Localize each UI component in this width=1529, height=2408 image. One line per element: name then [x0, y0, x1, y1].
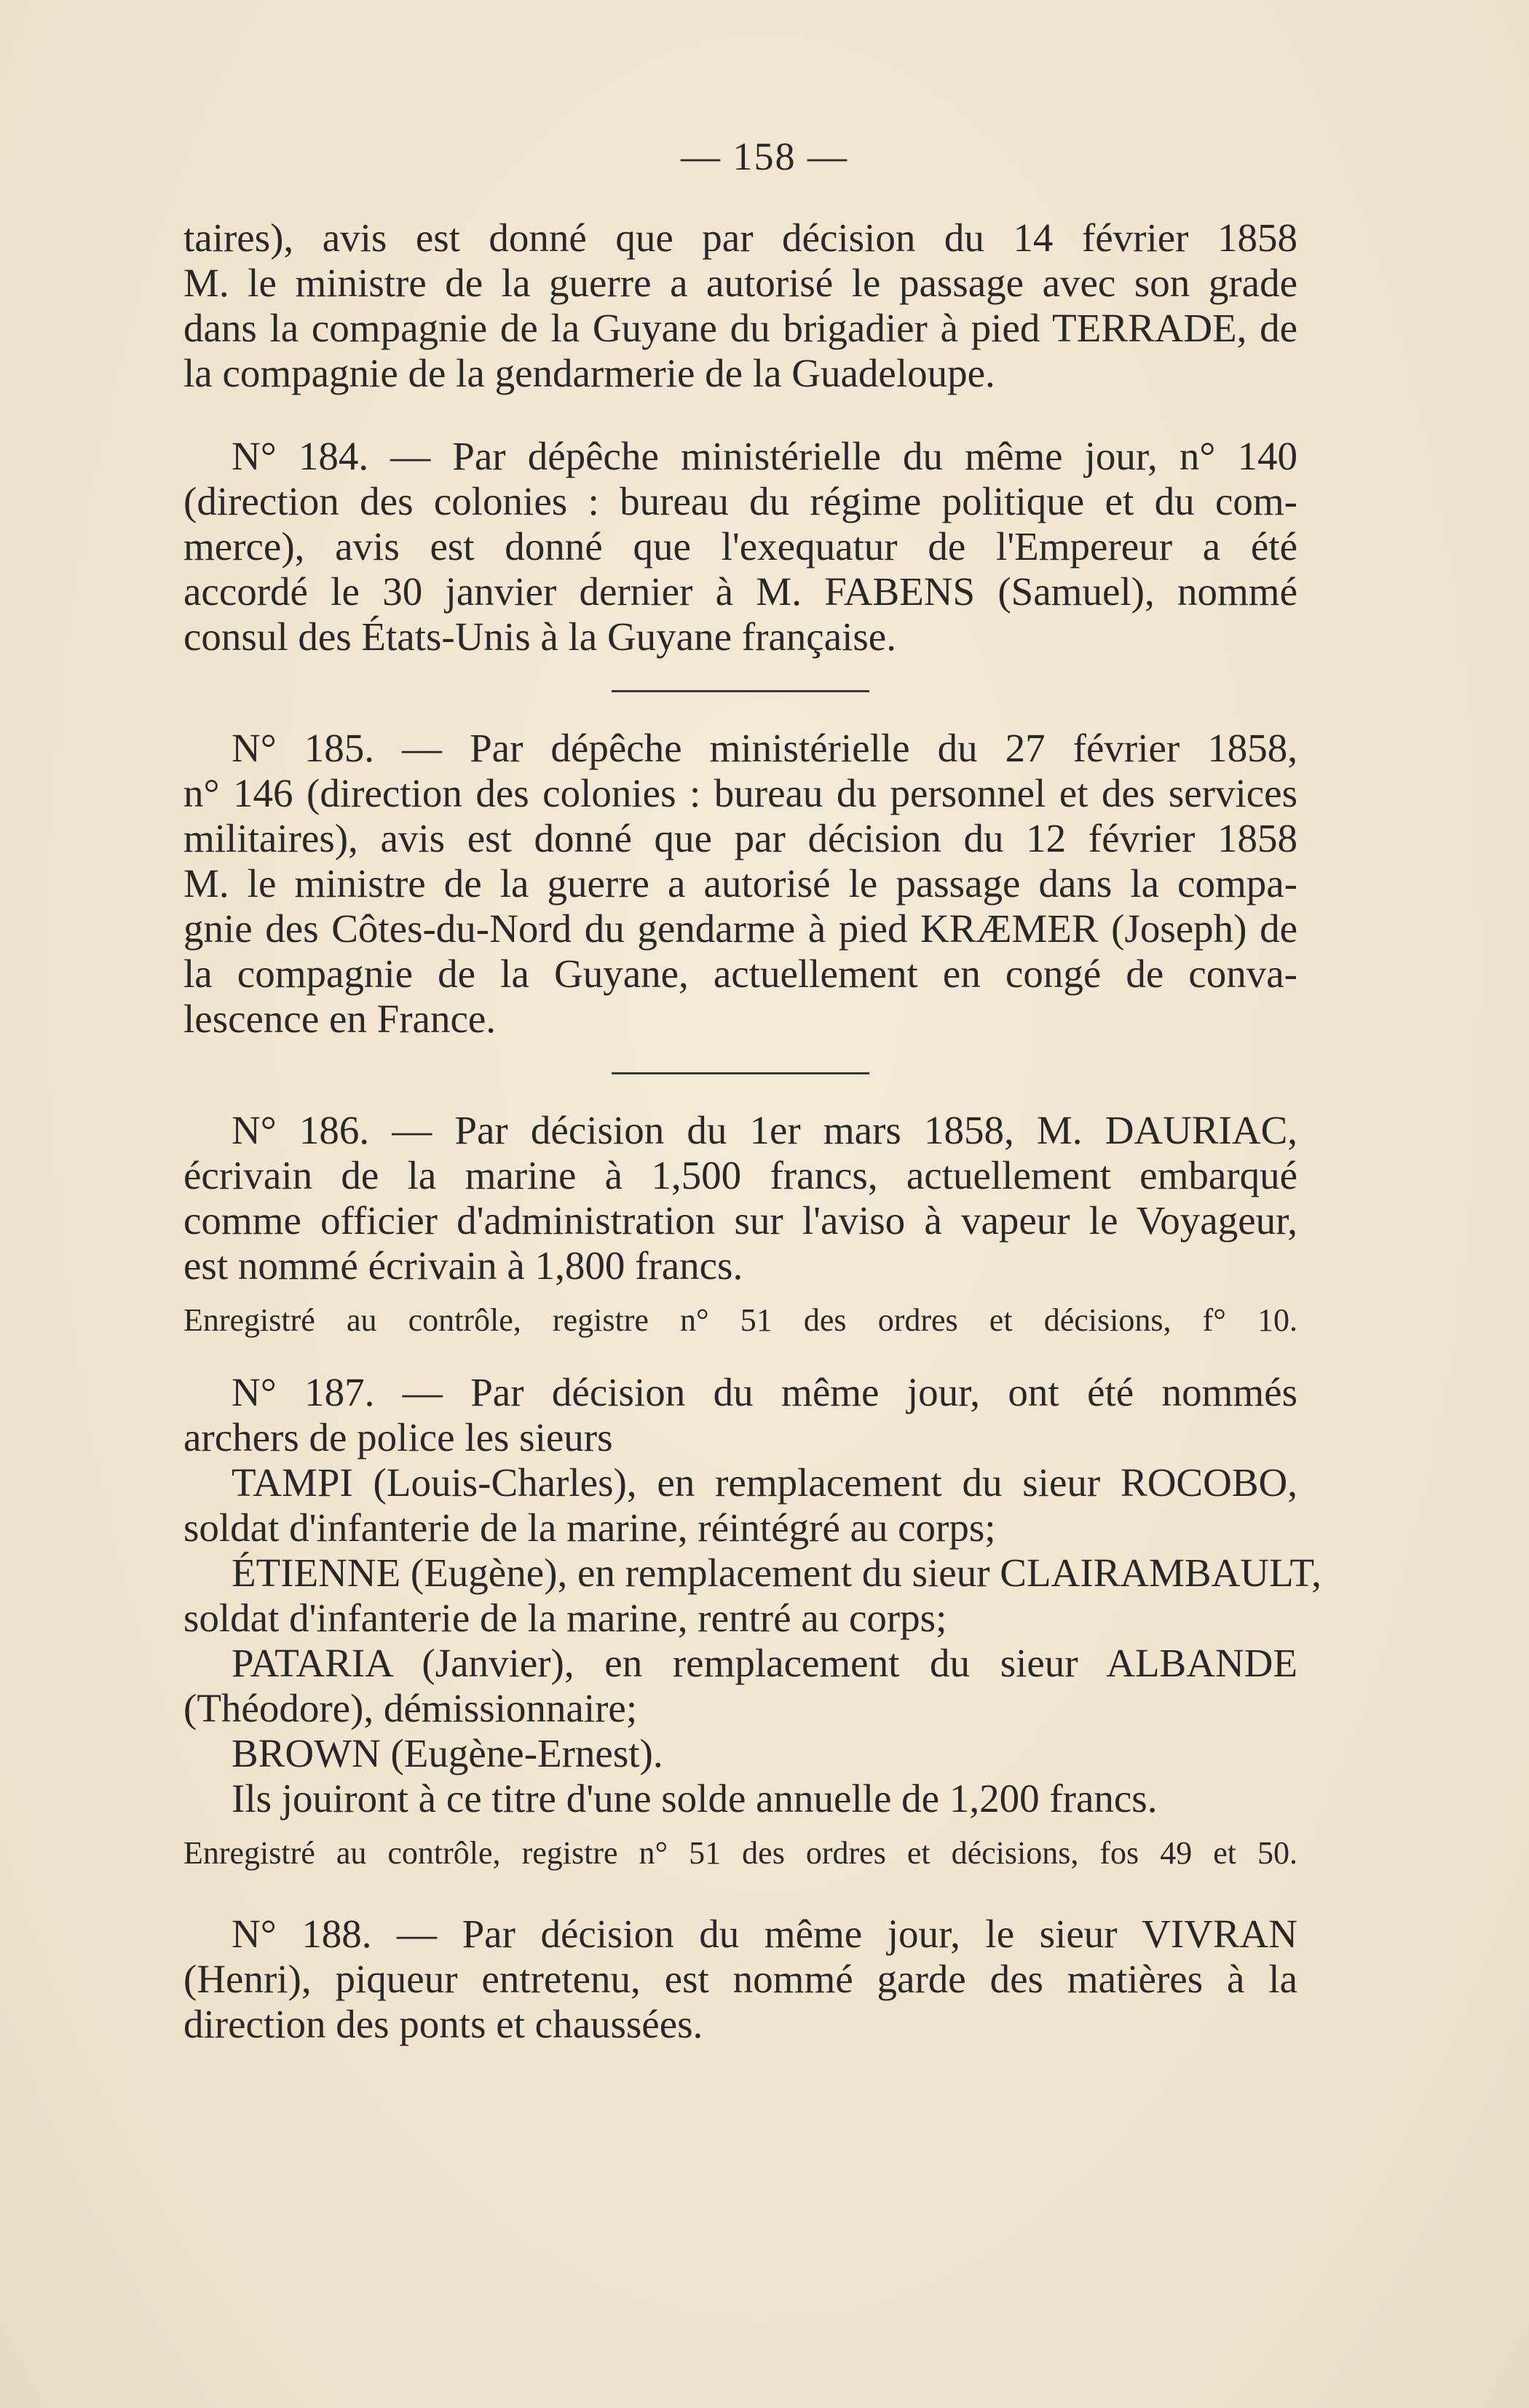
text-line: dans la compagnie de la Guyane du brigadier à pied TERRADE, de: [183, 306, 1297, 350]
text-line: (Henri), piqueur entretenu, est nommé garde des matières à la: [183, 1957, 1297, 2001]
text-line: soldat d'infanterie de la marine, rentré au corps;: [183, 1596, 947, 1640]
text-line: N° 188. — Par décision du même jour, le sieur VIVRAN: [232, 1912, 1297, 1956]
paragraph-185: [183, 726, 1297, 1042]
paragraph-184: [183, 434, 1297, 660]
text-line: n° 146 (direction des colonies : bureau du personnel et des services: [183, 771, 1297, 815]
registration-note: Enregistré au contrôle, registre n° 51 des ordres et décisions, fos 49 et 50.: [183, 1835, 1297, 1871]
text-line: archers de police les sieurs: [183, 1415, 613, 1460]
paragraph-186: [183, 1108, 1297, 1341]
section-divider: [612, 1072, 869, 1074]
text-line: merce), avis est donné que l'exequatur de l'Empereur a été: [183, 524, 1297, 569]
page-body: [183, 215, 1321, 2047]
text-line: accordé le 30 janvier dernier à M. FABENS (Samuel), nommé: [183, 569, 1297, 614]
text-line: (direction des colonies : bureau du régime politique et du com-: [183, 479, 1297, 523]
text-line: militaires), avis est donné que par décision du 12 février 1858: [183, 816, 1297, 860]
text-line: M. le ministre de la guerre a autorisé le passage avec son grade: [183, 261, 1297, 305]
paragraph-183-continuation: [183, 215, 1297, 396]
text-line: taires), avis est donné que par décision du 14 février 1858: [183, 215, 1297, 260]
section-divider: [612, 690, 869, 692]
text-line: lescence en France.: [183, 997, 497, 1041]
text-line: N° 184. — Par dépêche ministérielle du même jour, n° 140: [232, 434, 1297, 478]
text-line: ÉTIENNE (Eugène), en remplacement du sieur CLAIRAMBAULT,: [232, 1550, 1321, 1595]
text-line: M. le ministre de la guerre a autorisé le passage dans la compa-: [183, 861, 1297, 906]
text-line: la compagnie de la gendarmerie de la Guadeloupe.: [183, 351, 995, 395]
page-number: — 158 —: [681, 135, 848, 178]
text-line: BROWN (Eugène-Ernest).: [232, 1731, 663, 1775]
text-line: N° 186. — Par décision du 1er mars 1858, M. DAURIAC,: [232, 1108, 1297, 1152]
text-line: est nommé écrivain à 1,800 francs.: [183, 1243, 743, 1288]
text-line: Ils jouiront à ce titre d'une solde annuelle de 1,200 francs.: [232, 1776, 1158, 1821]
text-line: comme officier d'administration sur l'aviso à vapeur le Voyageur,: [183, 1198, 1297, 1243]
paragraph-gap: [183, 1874, 1297, 1912]
text-line: TAMPI (Louis-Charles), en remplacement du sieur ROCOBO,: [232, 1460, 1297, 1505]
paragraph-188: [183, 1912, 1297, 2047]
paragraph-gap: [183, 1341, 1297, 1370]
text-line: PATARIA (Janvier), en remplacement du sieur ALBANDE: [232, 1641, 1297, 1685]
text-line: direction des ponts et chaussées.: [183, 2002, 703, 2046]
text-line: N° 185. — Par dépêche ministérielle du 27 février 1858,: [232, 726, 1297, 770]
text-line: écrivain de la marine à 1,500 francs, actuellement embarqué: [183, 1153, 1297, 1197]
text-line: la compagnie de la Guyane, actuellement en congé de conva-: [183, 951, 1297, 996]
text-line: consul des États-Unis à la Guyane française.: [183, 614, 896, 659]
paragraph-187: [183, 1370, 1321, 1874]
text-line: gnie des Côtes-du-Nord du gendarme à pied KRÆMER (Joseph) de: [183, 906, 1297, 951]
registration-note: Enregistré au contrôle, registre n° 51 des ordres et décisions, f° 10.: [183, 1302, 1297, 1338]
text-line: (Théodore), démissionnaire;: [183, 1686, 638, 1730]
text-line: N° 187. — Par décision du même jour, ont été nommés: [232, 1370, 1297, 1414]
paragraph-gap: [183, 396, 1297, 434]
text-line: soldat d'infanterie de la marine, réintégré au corps;: [183, 1505, 996, 1550]
